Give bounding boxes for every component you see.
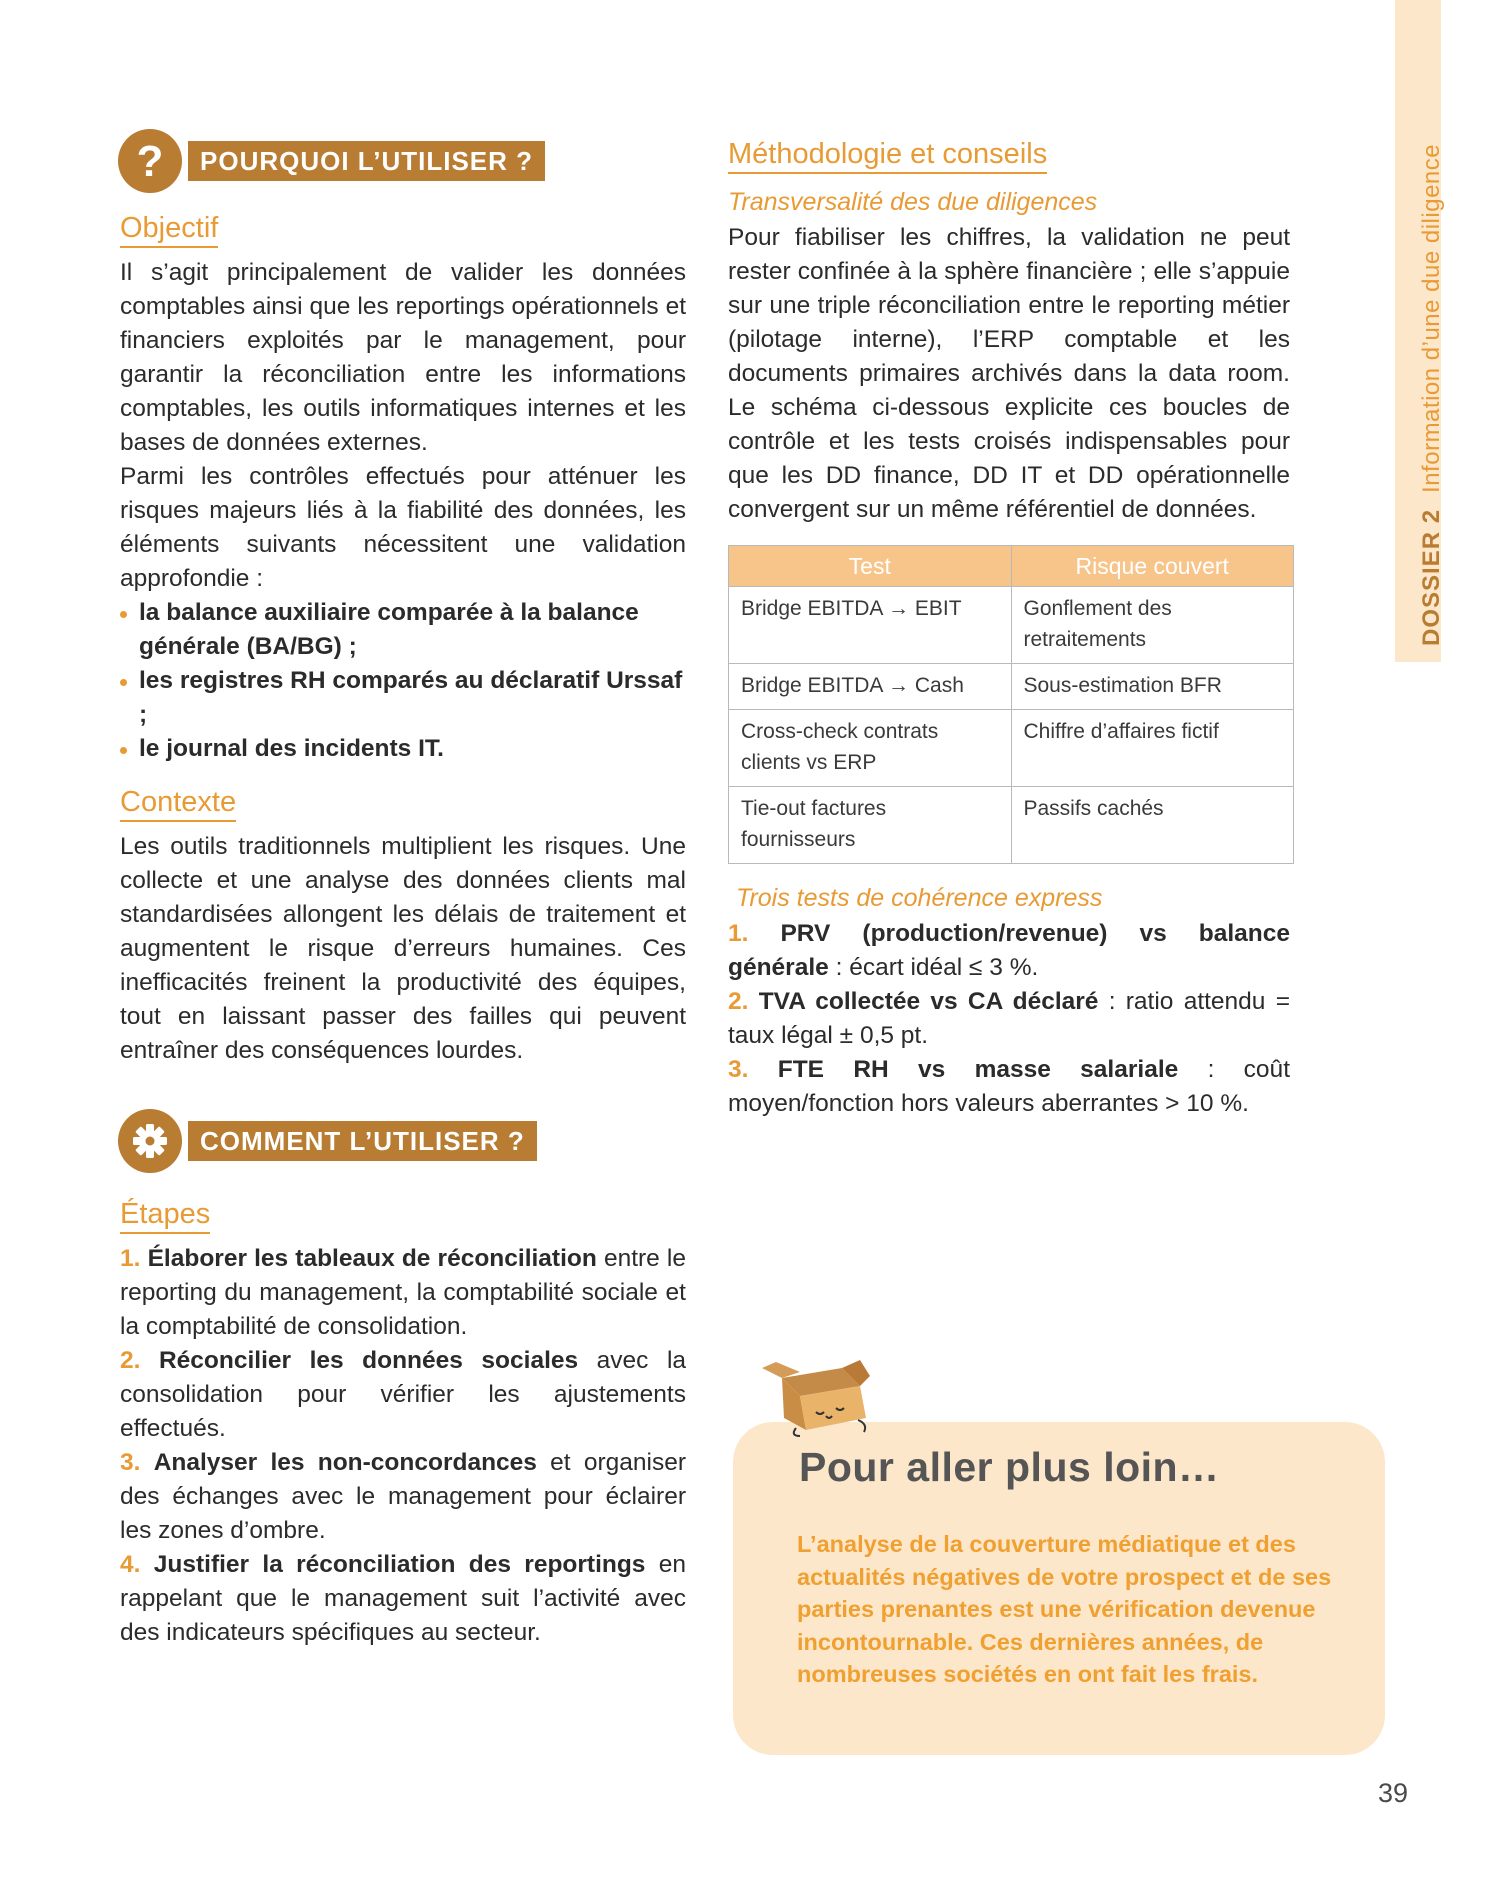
dossier-number: DOSSIER 2 <box>1418 508 1445 646</box>
method-paragraph: Pour fiabiliser les chiffres, la validation ne peut rester confinée à la sphère financière ; elle s’appuie sur une triple réconciliation entre le reporting métier (pilotage interne), l’ERP comptable et les documents primaires archivés dans la data room. Le schéma ci-dessous explicite ces boucles de contrôle et les tests croisés indispensables pour que les DD finance, DD IT et DD opérationnelle convergent sur un même référentiel de données. <box>728 224 1290 523</box>
gear-icon <box>118 1109 182 1173</box>
table-cell: Sous-estimation BFR <box>1011 664 1294 710</box>
transversalite-subheading: Transversalité des due diligences <box>728 188 1098 216</box>
question-icon <box>118 129 182 193</box>
bullet-dot-icon <box>120 747 127 754</box>
table-header-test: Test <box>729 546 1012 587</box>
contexte-heading: Contexte <box>120 786 236 822</box>
why-banner <box>118 128 686 194</box>
list-item: le journal des incidents IT. <box>120 732 686 766</box>
bullet-dot-icon <box>120 611 127 618</box>
steps-list <box>120 1242 686 1650</box>
test-risk-table <box>728 545 1294 864</box>
objectif-paragraph-1: Il s’agit principalement de valider les données comptables ainsi que les reportings opérationnels et financiers exploités par le management, pour garantir la réconciliation entre les informations comptables, les outils informatiques internes et les bases de données externes. <box>120 259 686 456</box>
callout-text: L’analyse de la couverture médiatique et des actualités négatives de votre prospect et de ses parties prenantes est une vérification devenue incontournable. Ces dernières années, de nombreuses sociétés en ont fait les frais. <box>797 1531 1332 1687</box>
further-reading-callout <box>733 1422 1385 1755</box>
table-cell: Chiffre d’affaires fictif <box>1011 710 1294 787</box>
callout-title: Pour aller plus loin… <box>799 1444 1220 1490</box>
table-header-risk: Risque couvert <box>1011 546 1294 587</box>
table-row <box>729 664 1294 710</box>
list-item: la balance auxiliaire comparée à la balance générale (BA/BG) ; <box>120 596 686 664</box>
table-cell: Bridge EBITDA → Cash <box>729 664 1012 710</box>
table-cell: Tie-out factures fournisseurs <box>729 787 1012 864</box>
list-item: 3. Analyser les non-concordances et organiser des échanges avec le management pour éclairer les zones d’ombre. <box>120 1449 686 1544</box>
etapes-heading: Étapes <box>120 1198 210 1234</box>
list-item: les registres RH comparés au déclaratif Urssaf ; <box>120 664 686 732</box>
table-row <box>729 787 1294 864</box>
list-item: 4. Justifier la réconciliation des reportings en rappelant que le management suit l’activité avec des indicateurs spécifiques au secteur. <box>120 1551 687 1646</box>
list-item: 3. FTE RH vs masse salariale : coût moyen/fonction hors valeurs aberrantes > 10 %. <box>728 1056 1290 1117</box>
sidebar-label <box>1418 144 1446 646</box>
how-banner-label: COMMENT L’UTILISER ? <box>188 1121 537 1161</box>
list-item: 1. PRV (production/revenue) vs balance générale : écart idéal ≤ 3 %. <box>728 920 1290 981</box>
table-cell: Passifs cachés <box>1011 787 1294 864</box>
dossier-title: Information d’une due diligence <box>1418 143 1445 493</box>
table-cell: Gonflement des retraitements <box>1011 587 1294 664</box>
list-item: 2. Réconcilier les données sociales avec la consolidation pour vérifier les ajustements effectués. <box>120 1347 687 1442</box>
page-number: 39 <box>1378 1778 1409 1808</box>
right-column <box>728 138 1290 1121</box>
list-item: 1. Élaborer les tableaux de réconciliation entre le reporting du management, la comptabilité sociale et la comptabilité de consolidation. <box>120 1245 686 1340</box>
left-column <box>120 128 686 1650</box>
why-banner-label: POURQUOI L’UTILISER ? <box>188 141 545 181</box>
table-header-row <box>729 546 1294 587</box>
objectif-paragraph-2: Parmi les contrôles effectués pour atténuer les risques majeurs liés à la fiabilité des données, les éléments suivants nécessitent une validation approfondie : <box>120 463 686 592</box>
how-banner <box>118 1108 686 1174</box>
svg-text:?: ? <box>136 138 164 184</box>
objectif-bullet-list <box>120 596 686 766</box>
contexte-paragraph: Les outils traditionnels multiplient les risques. Une collecte et une analyse des données clients mal standardisées allongent les délais de traitement et augmentent le risque d’erreurs humaines. Ces inefficacités freinent la productivité des équipes, tout en laissant passer des failles qui peuvent entraîner des conséquences lourdes. <box>120 833 686 1064</box>
table-row <box>729 587 1294 664</box>
cardboard-box-icon <box>760 1356 880 1438</box>
bullet-dot-icon <box>120 679 127 686</box>
table-cell: Bridge EBITDA → EBIT <box>729 587 1012 664</box>
method-heading: Méthodologie et conseils <box>728 138 1047 174</box>
coherence-tests-list <box>728 917 1290 1121</box>
table-cell: Cross-check contrats clients vs ERP <box>729 710 1012 787</box>
objectif-heading: Objectif <box>120 212 218 248</box>
coherence-subheading: Trois tests de cohérence express <box>736 884 1103 912</box>
table-row <box>729 710 1294 787</box>
list-item: 2. TVA collectée vs CA déclaré : ratio attendu = taux légal ± 0,5 pt. <box>728 988 1291 1049</box>
